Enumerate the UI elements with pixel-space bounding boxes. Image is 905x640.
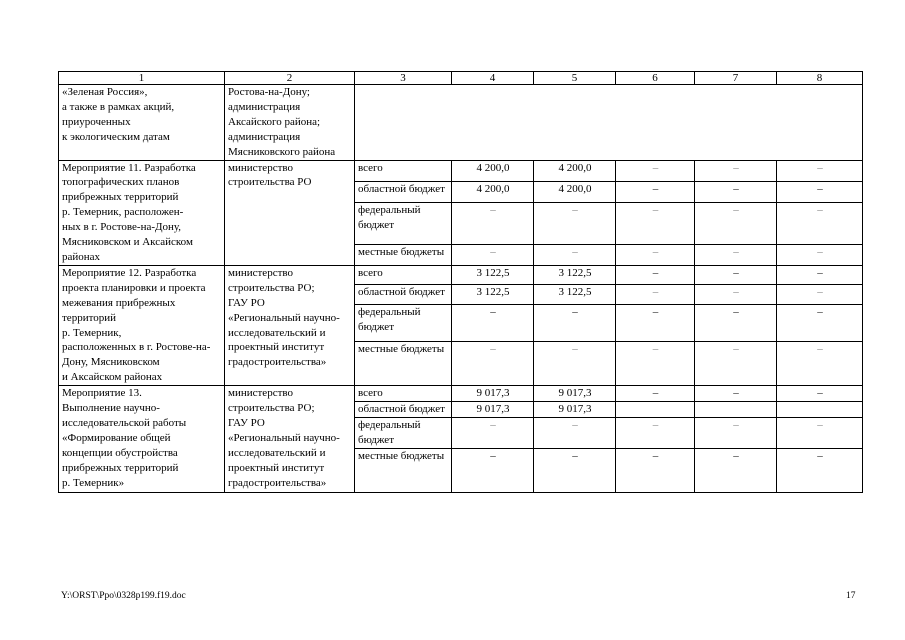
m11-regional-col8: – — [777, 181, 863, 202]
m12-executor: министерство строительства РО; ГАУ РО «Региональный научно-исследовательский и проектный институт градостроительства» — [225, 265, 355, 385]
col-header-3: 3 — [355, 72, 452, 85]
m13-executor: министерство строительства РО; ГАУ РО «Региональный научно-исследовательский и проектный институт градостроительства» — [225, 386, 355, 493]
m11-total-col6: – — [616, 160, 695, 181]
m13-label-local: местные бюджеты — [355, 448, 452, 492]
m11-federal-col7: – — [695, 203, 777, 244]
m11-federal-col5: – — [534, 203, 616, 244]
col-header-8: 8 — [777, 72, 863, 85]
continuation-event-name: «Зеленая Россия», а также в рамках акций, приуроченных к экологическим датам — [59, 85, 225, 161]
m13-federal-col6: – — [616, 417, 695, 448]
m13-regional-col8 — [777, 402, 863, 418]
page-number: 17 — [846, 591, 856, 601]
m11-regional-col5: 4 200,0 — [534, 181, 616, 202]
budget-table — [58, 71, 863, 493]
footer-file-path: Y:\ORST\Ppo\0328p199.f19.doc — [61, 591, 186, 601]
m12-total-col5: 3 122,5 — [534, 265, 616, 284]
m11-regional-col6: – — [616, 181, 695, 202]
m13-local-col8: – — [777, 448, 863, 492]
continuation-row — [59, 85, 863, 161]
m12-federal-col8: – — [777, 304, 863, 342]
m13-label-regional: областной бюджет — [355, 402, 452, 418]
m13-total-col7: – — [695, 386, 777, 402]
m11-local-col4: – — [452, 244, 534, 265]
m12-total-col8: – — [777, 265, 863, 284]
m13-total-col8: – — [777, 386, 863, 402]
m12-regional-col8: – — [777, 285, 863, 304]
m12-local-col6: – — [616, 342, 695, 386]
continuation-empty-cell — [355, 85, 863, 161]
m12-regional-col5: 3 122,5 — [534, 285, 616, 304]
m11-local-col5: – — [534, 244, 616, 265]
m13-local-col5: – — [534, 448, 616, 492]
m13-federal-col7: – — [695, 417, 777, 448]
m11-local-col8: – — [777, 244, 863, 265]
m13-regional-col6 — [616, 402, 695, 418]
col-header-6: 6 — [616, 72, 695, 85]
m12-local-col8: – — [777, 342, 863, 386]
m13-federal-col4: – — [452, 417, 534, 448]
m11-total-col7: – — [695, 160, 777, 181]
m11-label-total: всего — [355, 160, 452, 181]
m12-regional-col4: 3 122,5 — [452, 285, 534, 304]
m12-label-total: всего — [355, 265, 452, 284]
continuation-executor: Ростова-на-Дону; администрация Аксайского района; администрация Мясниковского района — [225, 85, 355, 161]
m11-label-federal: федеральный бюджет — [355, 203, 452, 244]
m13-regional-col7 — [695, 402, 777, 418]
m13-total-col6: – — [616, 386, 695, 402]
m11-regional-col4: 4 200,0 — [452, 181, 534, 202]
m11-label-regional: областной бюджет — [355, 181, 452, 202]
col-header-4: 4 — [452, 72, 534, 85]
m12-total-col6: – — [616, 265, 695, 284]
m12-event-name: Мероприятие 12. Разработка проекта планировки и проекта межевания прибрежных территорий р. Темерник, расположенных в г. Ростове-на-Дону, Мясниковском и Аксайском районах — [59, 265, 225, 385]
m11-total-col5: 4 200,0 — [534, 160, 616, 181]
m13-label-total: всего — [355, 386, 452, 402]
m13-total-col5: 9 017,3 — [534, 386, 616, 402]
m13-federal-col5: – — [534, 417, 616, 448]
m13-federal-col8: – — [777, 417, 863, 448]
m13-event-name: Мероприятие 13. Выполнение научно-исследовательской работы «Формирование общей концепции обустройства прибрежных территорий р. Темерник» — [59, 386, 225, 493]
m12-label-local: местные бюджеты — [355, 342, 452, 386]
m13-total-col4: 9 017,3 — [452, 386, 534, 402]
m12-federal-col5: – — [534, 304, 616, 342]
m12-total-col4: 3 122,5 — [452, 265, 534, 284]
m11-regional-col7: – — [695, 181, 777, 202]
m13-local-col6: – — [616, 448, 695, 492]
m12-local-col4: – — [452, 342, 534, 386]
m12-local-col7: – — [695, 342, 777, 386]
m12-regional-col6: – — [616, 285, 695, 304]
m13-regional-col5: 9 017,3 — [534, 402, 616, 418]
m13-regional-col4: 9 017,3 — [452, 402, 534, 418]
m11-executor: министерство строительства РО — [225, 160, 355, 265]
m12-federal-col4: – — [452, 304, 534, 342]
m13-label-federal: федеральный бюджет — [355, 417, 452, 448]
m12-label-regional: областной бюджет — [355, 285, 452, 304]
m12-federal-col7: – — [695, 304, 777, 342]
m11-federal-col4: – — [452, 203, 534, 244]
m11-federal-col8: – — [777, 203, 863, 244]
m12-federal-col6: – — [616, 304, 695, 342]
column-numbers-row — [59, 72, 863, 85]
m12-row-total — [59, 265, 863, 284]
m13-local-col4: – — [452, 448, 534, 492]
m11-local-col6: – — [616, 244, 695, 265]
m12-regional-col7: – — [695, 285, 777, 304]
col-header-5: 5 — [534, 72, 616, 85]
m12-total-col7: – — [695, 265, 777, 284]
m11-label-local: местные бюджеты — [355, 244, 452, 265]
col-header-7: 7 — [695, 72, 777, 85]
m11-federal-col6: – — [616, 203, 695, 244]
col-header-2: 2 — [225, 72, 355, 85]
m11-event-name: Мероприятие 11. Разработка топографических планов прибрежных территорий р. Темерник, расположен- ных в г. Ростове-на-Дону, Мясниковском и Аксайском районах — [59, 160, 225, 265]
m12-local-col5: – — [534, 342, 616, 386]
m11-local-col7: – — [695, 244, 777, 265]
m11-total-col8: – — [777, 160, 863, 181]
m13-row-total — [59, 386, 863, 402]
m12-label-federal: федеральный бюджет — [355, 304, 452, 342]
m11-total-col4: 4 200,0 — [452, 160, 534, 181]
col-header-1: 1 — [59, 72, 225, 85]
m11-row-total — [59, 160, 863, 181]
m13-local-col7: – — [695, 448, 777, 492]
